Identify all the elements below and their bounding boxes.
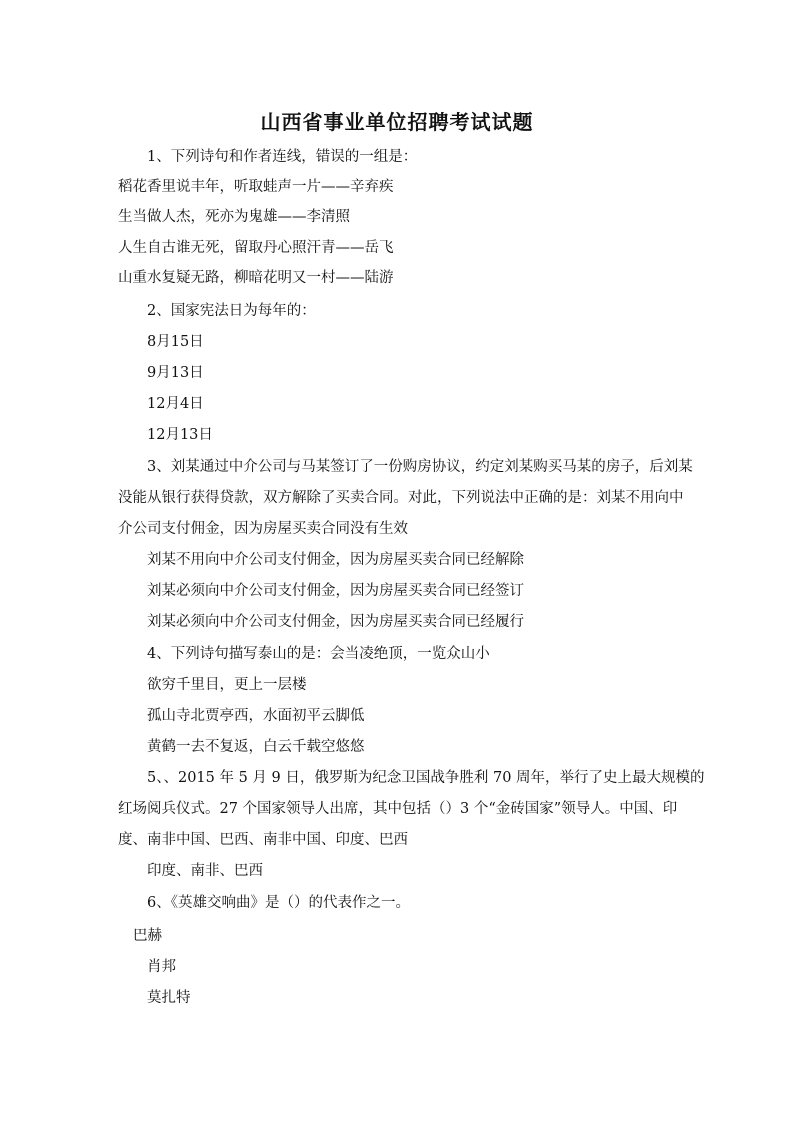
q6-option-b: 肖邦 — [147, 959, 176, 975]
question-3-line-2: 没能从银行获得贷款，双方解除了买卖合同。对此，下列说法中正确的是：刘某不用向中 — [118, 490, 684, 506]
q3-option-d: 刘某必须向中介公司支付佣金，因为房屋买卖合同已经履行 — [147, 614, 524, 630]
q1-option-d: 山重水复疑无路，柳暗花明又一村——陆游 — [118, 270, 394, 286]
question-6: 6、《英雄交响曲》是（）的代表作之一。 — [147, 895, 410, 911]
q6-option-c: 莫扎特 — [147, 990, 191, 1006]
question-4: 4、下列诗句描写泰山的是：会当凌绝顶，一览众山小 — [147, 646, 490, 662]
q3-option-c: 刘某必须向中介公司支付佣金，因为房屋买卖合同已经签订 — [147, 583, 524, 599]
q4-option-d: 黄鹤一去不复返，白云千载空悠悠 — [147, 739, 365, 755]
q4-option-c: 孤山寺北贾亭西，水面初平云脚低 — [147, 708, 365, 724]
q2-option-a: 8月15日 — [147, 334, 204, 350]
q1-option-b: 生当做人杰，死亦为鬼雄——李清照 — [118, 209, 350, 225]
q5-option-d: 印度、南非、巴西 — [147, 863, 263, 879]
q3-option-b: 刘某不用向中介公司支付佣金，因为房屋买卖合同已经解除 — [147, 552, 524, 568]
question-5-line-3: 度、南非中国、巴西、南非中国、印度、巴西 — [118, 832, 408, 848]
q1-option-c: 人生自古谁无死，留取丹心照汗青——岳飞 — [118, 240, 394, 256]
question-3-line-3: 介公司支付佣金，因为房屋买卖合同没有生效 — [118, 521, 408, 537]
q6-option-a: 巴赫 — [133, 928, 162, 944]
q2-option-d: 12月13日 — [147, 427, 213, 443]
question-5-line-1: 5、、2015 年 5 月 9 日，俄罗斯为纪念卫国战争胜利 70 周年，举行了史上最大规模的 — [147, 770, 705, 786]
question-3-line-1: 3、刘某通过中介公司与马某签订了一份购房协议，约定刘某购买马某的房子，后刘某 — [147, 459, 693, 475]
question-1: 1、下列诗句和作者连线，错误的一组是： — [147, 149, 418, 165]
question-5-line-2: 红场阅兵仪式。27 个国家领导人出席，其中包括（）3 个“金砖国家”领导人。中国、印 — [118, 801, 678, 817]
q1-option-a: 稻花香里说丰年，听取蛙声一片——辛弃疾 — [118, 179, 394, 195]
q2-option-c: 12月4日 — [147, 396, 204, 412]
document-title: 山西省事业单位招聘考试试题 — [260, 110, 534, 134]
question-2: 2、国家宪法日为每年的： — [147, 303, 316, 319]
q4-option-b: 欲穷千里目，更上一层楼 — [147, 677, 307, 693]
q2-option-b: 9月13日 — [147, 365, 204, 381]
